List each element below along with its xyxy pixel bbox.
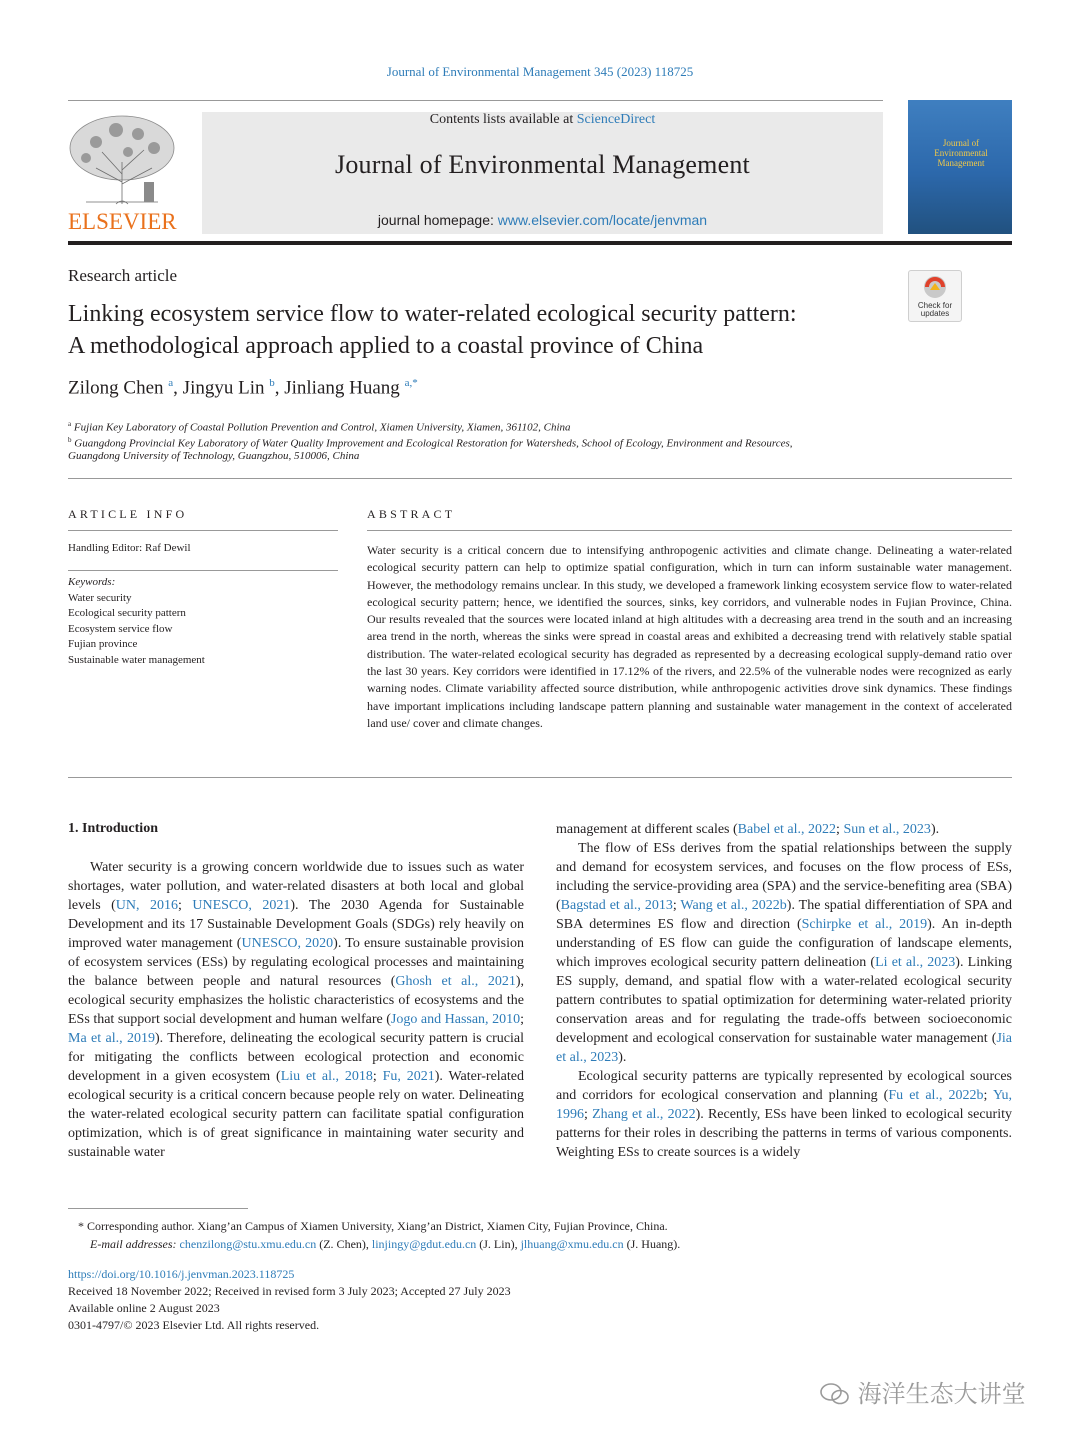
divider — [68, 478, 1012, 479]
crossmark-label — [908, 302, 962, 318]
divider — [68, 777, 1012, 778]
affiliation-text: Guangdong University of Technology, Guangzhou, 510006, China — [68, 450, 360, 462]
cover-title-line: Journal of — [942, 138, 980, 148]
copyright: 0301-4797/© 2023 Elsevier Ltd. All rights reserved. — [68, 1318, 320, 1332]
header-thick-rule — [68, 241, 1012, 245]
journal-reference-link[interactable]: Journal of Environmental Management 345 (2023) 118725 — [386, 64, 694, 79]
author-name: Zilong Chen — [68, 377, 164, 399]
citation-link[interactable]: Li et al., 2023 — [875, 955, 956, 970]
paragraph-text: ). — [930, 822, 940, 837]
paragraph-text: ; — [584, 1107, 593, 1122]
email-addresses — [68, 1235, 1012, 1253]
keyword: Sustainable water management — [68, 653, 205, 666]
paragraph-text: The flow of ESs derives from the spatial relationships between the supply and demand for ecosystem services, and focuses on the flow process of ESs, including the service-providing area (SPA) and the service-benefiting area (SBA) ( — [556, 841, 1012, 913]
paragraph-text: ). To ensure sustainable provision of ecosystem services (ESs) by regulating ecological processes and maintaining the balance between people and natural resources ( — [68, 936, 524, 989]
article-type: Research article — [68, 266, 178, 285]
keyword: Ecosystem service flow — [68, 622, 173, 635]
intro-left-column — [68, 858, 524, 1162]
sciencedirect-link[interactable]: ScienceDirect — [576, 112, 656, 127]
email-label: E-mail addresses: — [90, 1237, 180, 1251]
paragraph-text: ). The spatial differentiation of SPA and SBA determines ES flow and direction ( — [556, 898, 1013, 932]
intro-paragraph — [556, 820, 1012, 839]
abstract-heading: ABSTRACT — [367, 507, 456, 521]
citation-link[interactable]: Fu, 2021 — [382, 1069, 435, 1084]
keywords-block — [68, 575, 205, 669]
author-list: Zilong Chen $^a$, Jingyu Lin $^b$, Jinliang Huang $^{a,*}$ — [68, 377, 418, 399]
citation-link[interactable]: UNESCO, 2020 — [241, 936, 334, 951]
affiliation-text: Fujian Key Laboratory of Coastal Pollution Prevention and Control, Xiamen University, Xiamen, 361102, China — [73, 421, 571, 434]
corresponding-author: * Corresponding author. Xiang’an Campus of Xiamen University, Xiang’an District, Xiamen City, Fujian Province, China. — [78, 1219, 668, 1233]
email-link[interactable]: chenzilong@stu.xmu.edu.cn — [179, 1237, 317, 1251]
affiliation — [68, 448, 359, 464]
elsevier-wordmark: ELSEVIER — [68, 209, 177, 234]
citation-link[interactable]: Jogo and Hassan, 2010 — [390, 1012, 521, 1027]
received-dates: Received 18 November 2022; Received in revised form 3 July 2023; Accepted 27 July 2023 — [68, 1284, 511, 1298]
journal-homepage-link[interactable]: www.elsevier.com/locate/jenvman — [497, 212, 708, 228]
watermark-text: 海洋生态大讲堂 — [857, 1380, 1026, 1408]
paragraph-text: ; — [520, 1012, 524, 1027]
paragraph-text: ; — [836, 822, 844, 837]
intro-right-column — [556, 820, 1012, 1162]
abstract-text: Water security is a critical concern due to intensifying anthropogenic activities and climate change. Delineating a water-related ecological security pattern can help to optimize spatial configuration, which in turn can inform sustainable water management. However, the methodology remains unclear. In this study, we developed a framework linking ecosystem service flow to water-related ecological security pattern; hence, we identified the sources, sinks, key corridors, and vulnerable nodes in Fujian Province, China. Our results revealed that the sources were located inland at high altitudes with a decreasing area trend in the south and an increasing area trend in the north, whereas the sinks were spread in coastal areas and exhibited a decreasing trend with relatively stable spatial distribution. The water-related ecological security has degraded as represented by a decreasing ecological supply-demand ratio over the last 30 years. Key corridors were identified in 17.12% of the rivers, and 22.5% of the vulnerable nodes were recognized as early warning nodes. Climate variability affected source distribution, while anthropogenic activities drove sink dynamics. These findings have important implications including landscape pattern planning and sustainable water management in the context of accelerated land use/ cover and climate changes. — [367, 543, 1012, 730]
crossmark-label-line: updates — [920, 309, 950, 318]
contents-prefix: Contents lists available at — [429, 112, 577, 127]
wechat-icon — [820, 1382, 850, 1406]
contents-line — [202, 112, 883, 128]
title-line-1: Linking ecosystem service flow to water-related ecological security pattern: — [68, 301, 797, 327]
citation-link[interactable]: Yu, 1996 — [556, 1088, 1012, 1122]
citation-link[interactable]: Ghosh et al., 2021 — [395, 974, 516, 989]
citation-link[interactable]: Babel et al., 2022 — [737, 822, 837, 837]
handling-editor: Handling Editor: Raf Dewil — [68, 542, 191, 554]
cover-title-line: Environmental — [934, 148, 988, 158]
author-name: Jingyu Lin — [182, 377, 265, 399]
paragraph-text: Water security is a growing concern worldwide due to issues such as water shortages, water pollution, and water-related disasters at both local and global levels ( — [68, 860, 524, 913]
citation-link[interactable]: UNESCO, 2021 — [192, 898, 291, 913]
paragraph-text: ; — [983, 1088, 993, 1103]
homepage-line — [202, 212, 883, 228]
divider — [68, 530, 338, 531]
publication-details — [68, 1266, 511, 1334]
author-affiliation-link[interactable]: a — [168, 377, 174, 389]
paragraph-text: ; — [178, 898, 193, 913]
citation-link[interactable]: UN, 2016 — [115, 898, 178, 913]
article-info-heading: ARTICLE INFO — [68, 507, 188, 521]
doi-link[interactable]: https://doi.org/10.1016/j.jenvman.2023.118725 — [68, 1267, 295, 1281]
paragraph-text: ; — [372, 1069, 383, 1084]
divider — [68, 570, 338, 571]
email-link[interactable]: jlhuang@xmu.edu.cn — [520, 1237, 624, 1251]
intro-paragraph — [556, 839, 1012, 1067]
email-owner: (J. Lin), — [476, 1237, 521, 1251]
keyword: Fujian province — [68, 638, 138, 651]
paragraph-text: ). Water-related ecological security is a critical concern because people rely on water. Delineating the water-related ecological security pattern can facilitate spatial configuration optimization, which is of great significance in maintaining water security and sustainable water — [68, 1069, 525, 1160]
paragraph-text: ). The 2030 Agenda for Sustainable Development and its 17 Sustainable Development Goals (SDGs) rely heavily on improved water management ( — [68, 898, 524, 951]
citation-link[interactable]: Liu et al., 2018 — [280, 1069, 373, 1084]
paragraph-text: ). — [618, 1050, 627, 1065]
corresponding-author-footnote — [68, 1217, 1012, 1253]
paragraph-text: ). Linking ES supply, demand, and spatial flow with a water-related ecological security pattern contributes to spatial optimization for determining water-related priority conservation areas and for regulating the trade-offs between socioeconomic development and ecological conservation for sustainable water management ( — [556, 955, 1012, 1046]
title-line-2: A methodological approach applied to a coastal province of China — [68, 333, 704, 359]
citation-link[interactable]: Fu et al., 2022b — [888, 1088, 984, 1103]
affiliation-marker: b — [68, 436, 72, 444]
paragraph-text: Ecological security patterns are typically represented by ecological sources and corridors for ecological conservation and planning ( — [556, 1069, 1012, 1103]
citation-link[interactable]: Jia et al., 2023 — [556, 1031, 1012, 1065]
cover-title-line: Management — [937, 158, 985, 168]
paragraph-text: ), ecological security emphasizes the holistic characteristics of ecosystems and the ESs that support social development and human welfare ( — [68, 974, 525, 1027]
article-title — [68, 298, 908, 362]
email-link[interactable]: linjingy@gdut.edu.cn — [371, 1237, 477, 1251]
affiliation-marker: a — [68, 420, 72, 428]
intro-paragraph — [556, 1067, 1012, 1162]
paragraph-text: ). Therefore, delineating the ecological security pattern is crucial for mitigating the conflicts between ecological protection and economic development in a given ecosystem ( — [68, 1031, 525, 1084]
header-rule — [68, 100, 883, 101]
crossmark-icon — [909, 271, 961, 301]
paragraph-text: ). An in-depth understanding of ES flow can guide the configuration of landscape elements, which improves ecological security pattern delineation ( — [556, 917, 1012, 970]
intro-paragraph — [68, 858, 524, 1162]
footnote-rule — [68, 1208, 248, 1209]
introduction-heading: 1. Introduction — [68, 821, 158, 836]
homepage-prefix: journal homepage: — [377, 212, 498, 228]
divider — [367, 530, 1012, 531]
paragraph-text: management at different scales ( — [556, 822, 738, 837]
email-owner: (J. Huang). — [623, 1237, 681, 1251]
citation-link[interactable]: Wang et al., 2022b — [680, 898, 787, 913]
paragraph-text: ). Recently, ESs have been linked to ecological security patterns for their roles in describing the patterns in terms of various components. Weighting ESs to create sources is a widely — [556, 1107, 1012, 1160]
available-online: Available online 2 August 2023 — [68, 1301, 220, 1315]
citation-link[interactable]: Sun et al., 2023 — [843, 822, 931, 837]
email-owner: (Z. Chen), — [316, 1237, 372, 1251]
paragraph-text: ; — [672, 898, 681, 913]
author-affiliation-link[interactable]: b — [269, 377, 275, 389]
citation-link[interactable]: Zhang et al., 2022 — [592, 1107, 696, 1122]
citation-link[interactable]: Schirpke et al., 2019 — [801, 917, 928, 932]
keywords-label: Keywords: — [68, 576, 116, 588]
keyword: Water security — [68, 591, 132, 604]
citation-link[interactable]: Ma et al., 2019 — [68, 1031, 155, 1046]
author-affiliation-link[interactable]: a,* — [404, 377, 418, 389]
journal-cover-title — [915, 138, 1007, 168]
journal-name: Journal of Environmental Management — [335, 150, 750, 179]
author-name: Jinliang Huang — [284, 377, 400, 399]
citation-link[interactable]: Bagstad et al., 2013 — [560, 898, 673, 913]
affiliation-text: Guangdong Provincial Key Laboratory of Water Quality Improvement and Ecological Restoration for Watersheds, School of Ecology, Environment and Resources, — [74, 437, 793, 450]
crossmark-label-line: Check for — [917, 301, 953, 310]
wechat-watermark — [820, 1374, 1050, 1409]
keyword: Ecological security pattern — [68, 607, 186, 620]
